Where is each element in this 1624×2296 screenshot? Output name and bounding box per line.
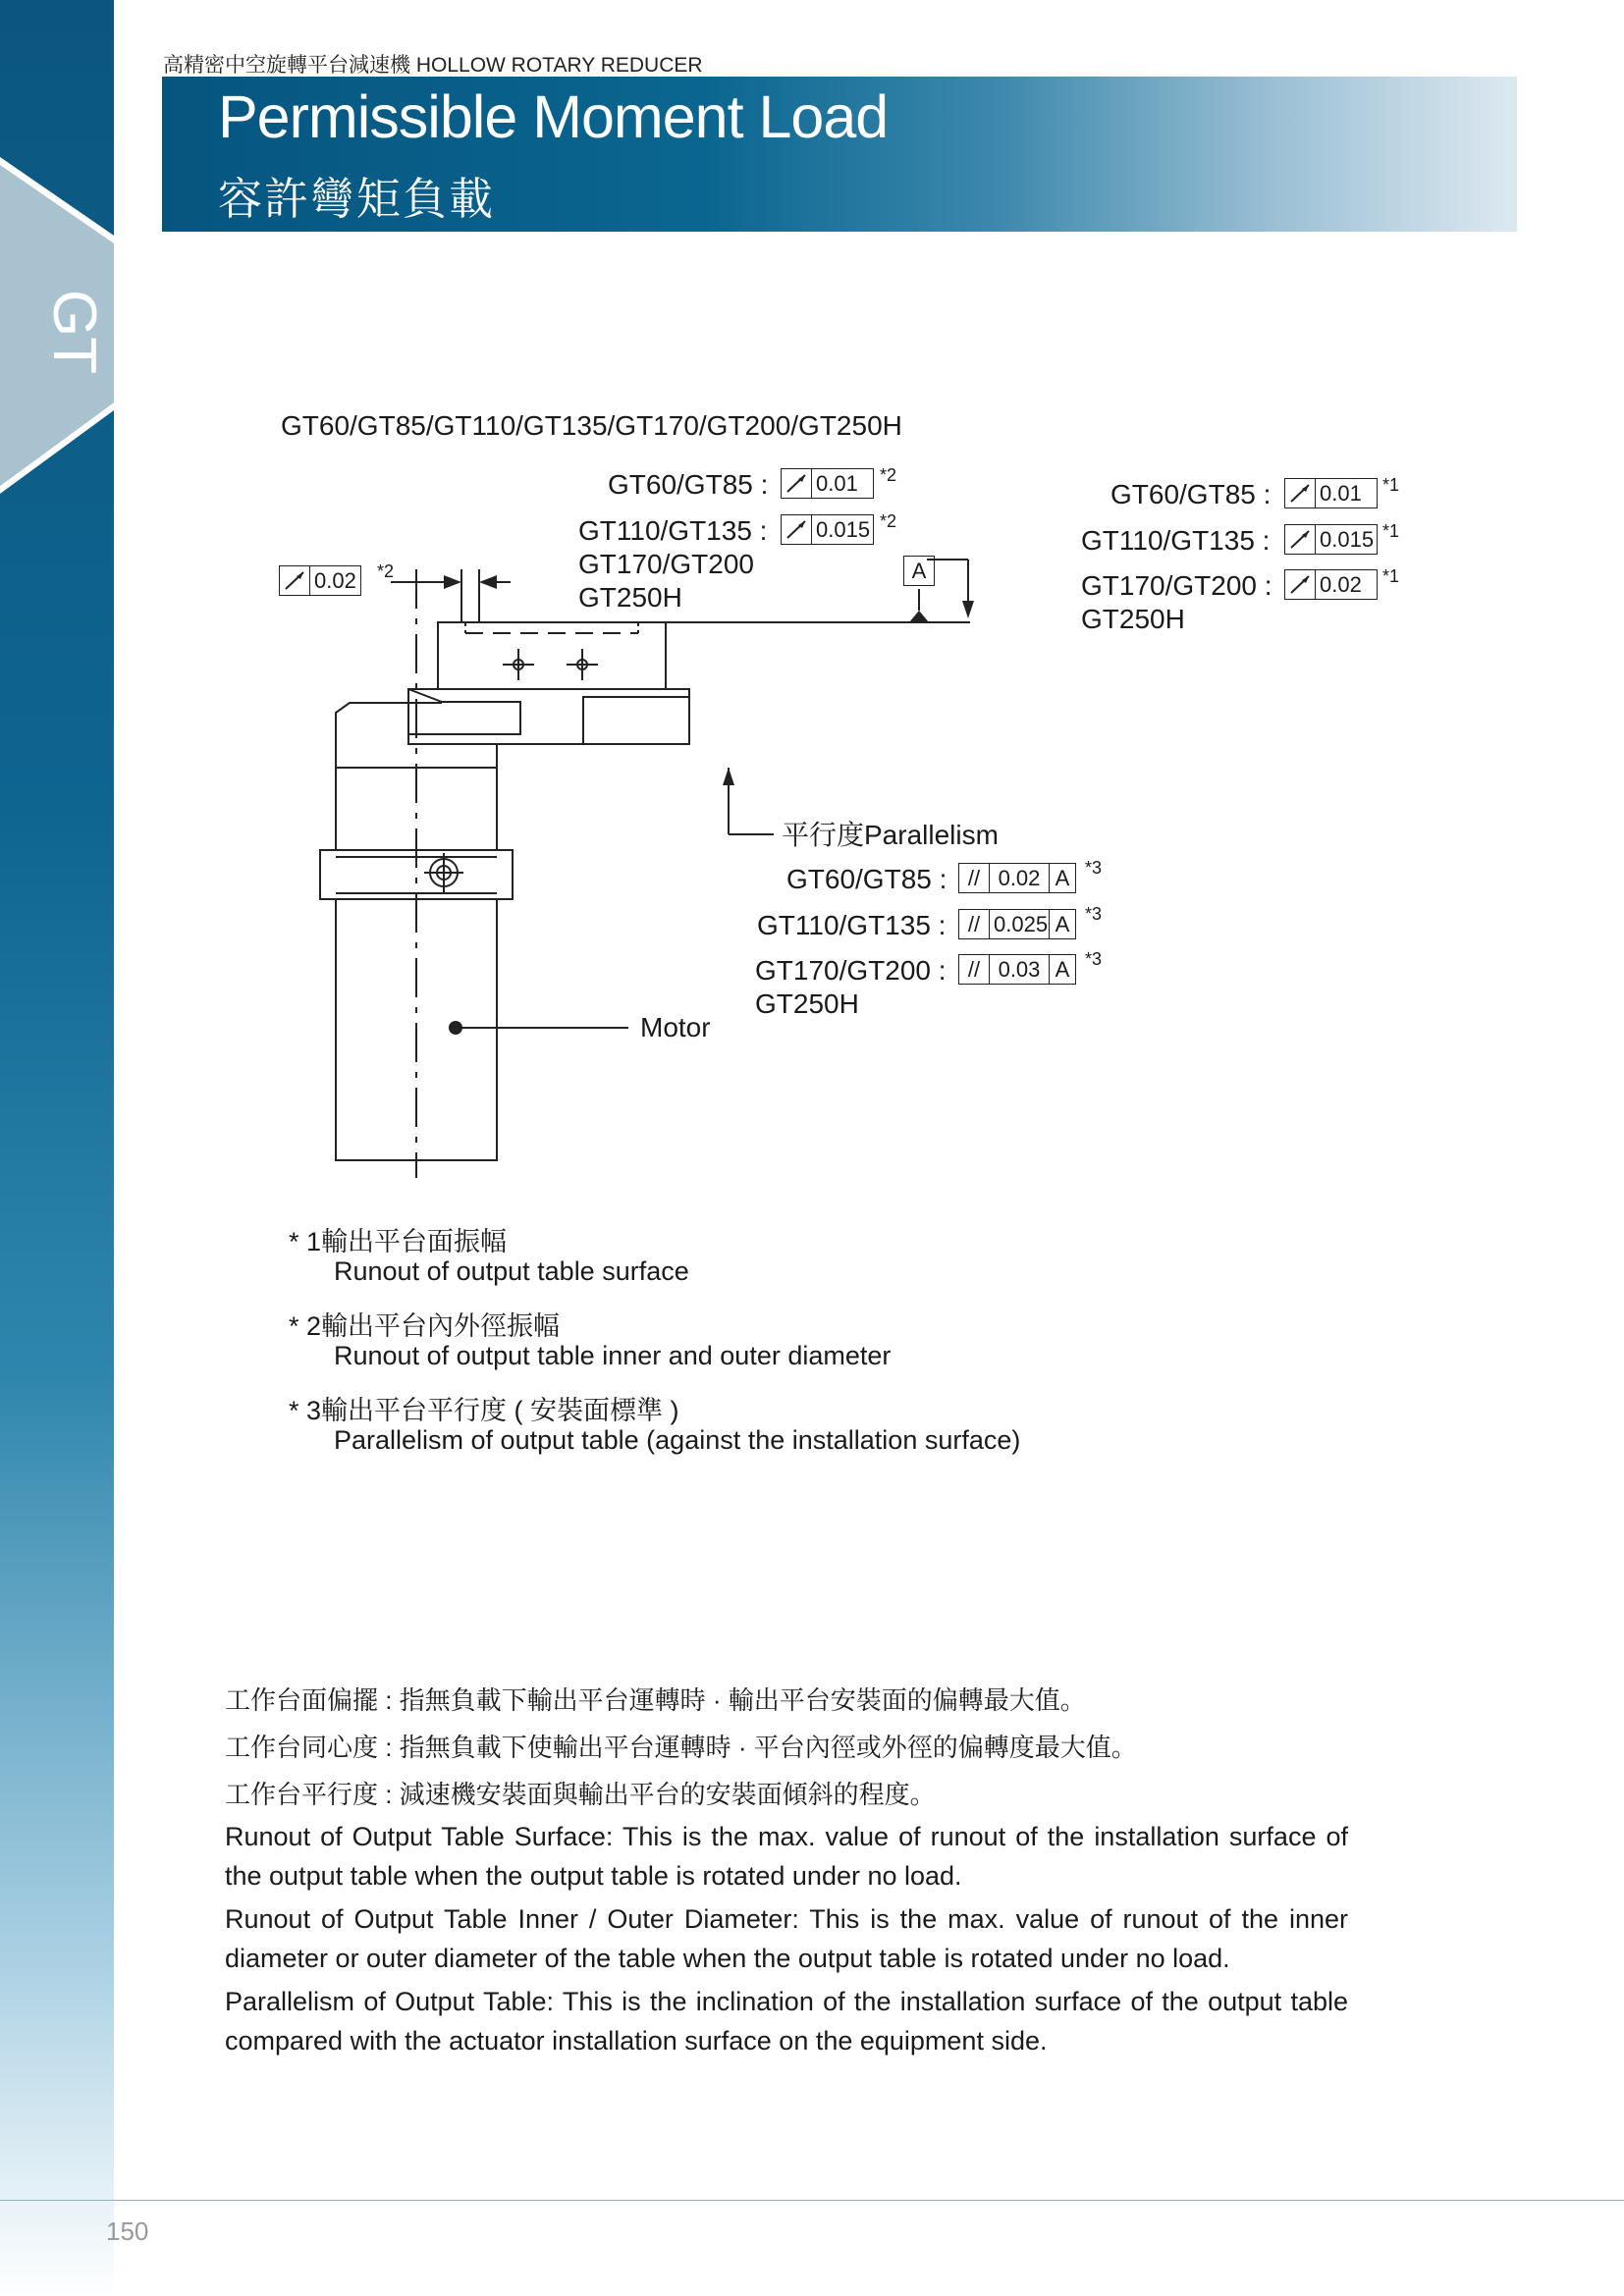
right-runout-note-1: *1	[1382, 475, 1400, 495]
runout-arrow-icon	[1285, 479, 1316, 507]
breadcrumb: 高精密中空旋轉平台減速機 HOLLOW ROTARY REDUCER	[163, 54, 703, 77]
note-3-zh: * 3輸出平台平行度 ( 安裝面標準 )	[289, 1396, 679, 1425]
definition-en-1: Runout of Output Table Surface: This is the max. value of runout of the installation surface of the output table when the output table is rotated under no load.	[225, 1822, 1348, 1891]
right-runout-box-1: 0.01	[1284, 478, 1378, 508]
definition-zh-2: 工作台同心度 : 指無負載下使輸出平台運轉時 · 平台內徑或外徑的偏轉度最大值。	[225, 1733, 1137, 1762]
runout-arrow-icon	[782, 469, 812, 498]
runout-arrow-icon	[280, 566, 310, 595]
left-runout-note: *2	[377, 561, 395, 581]
right-runout-model-3: GT170/GT200 :	[1081, 570, 1272, 601]
parallelism-model-1: GT60/GT85 :	[786, 864, 947, 894]
center-runout-model-1: GT60/GT85 :	[608, 469, 769, 500]
center-runout-model-4: GT250H	[578, 582, 682, 613]
right-runout-model-4: GT250H	[1081, 604, 1185, 634]
parallelism-note-2: *3	[1085, 904, 1103, 924]
center-runout-model-2: GT110/GT135 :	[578, 515, 768, 546]
right-runout-note-3: *1	[1382, 566, 1400, 586]
parallel-symbol: //	[959, 955, 990, 984]
footer-divider	[0, 2200, 1624, 2201]
definition-en-2: Runout of Output Table Inner / Outer Diameter: This is the max. value of runout of the inner diameter or outer diameter of the table when the output table is rotated under no load.	[225, 1904, 1348, 1973]
center-runout-box-2: 0.015	[781, 514, 874, 545]
page-subtitle: 容許彎矩負載	[218, 174, 496, 224]
right-runout-box-3: 0.02	[1284, 569, 1378, 600]
center-runout-model-3: GT170/GT200	[578, 549, 754, 579]
parallelism-model-4: GT250H	[755, 988, 859, 1019]
definition-zh-1: 工作台面偏擺 : 指無負載下輸出平台運轉時 · 輸出平台安裝面的偏轉最大值。	[225, 1685, 1086, 1715]
page-title: Permissible Moment Load	[218, 83, 889, 150]
runout-arrow-icon	[782, 515, 812, 544]
parallelism-note-1: *3	[1085, 858, 1103, 878]
runout-arrow-icon	[1285, 525, 1316, 554]
parallelism-box-3: // 0.03 A	[958, 954, 1076, 985]
note-1-zh: * 1輸出平台面振幅	[289, 1227, 508, 1256]
parallelism-note-3: *3	[1085, 949, 1103, 969]
note-2-en: Runout of output table inner and outer diameter	[334, 1341, 892, 1370]
left-runout-tolerance-box: 0.02	[279, 565, 361, 596]
note-2-zh: * 2輸出平台內外徑振幅	[289, 1311, 561, 1341]
right-runout-model-2: GT110/GT135 :	[1081, 525, 1271, 556]
motor-label: Motor	[640, 1012, 711, 1042]
models-heading: GT60/GT85/GT110/GT135/GT170/GT200/GT250H	[281, 410, 902, 441]
parallel-symbol: //	[959, 864, 990, 892]
center-runout-note-2: *2	[880, 511, 897, 531]
definition-en-3: Parallelism of Output Table: This is the inclination of the installation surface of the output table compared with the actuator installation surface on the equipment side.	[225, 1987, 1348, 2056]
parallelism-label: 平行度Parallelism	[782, 820, 999, 850]
parallel-symbol: //	[959, 910, 990, 938]
parallelism-model-3: GT170/GT200 :	[755, 955, 947, 986]
right-runout-note-2: *1	[1382, 521, 1400, 541]
definition-zh-3: 工作台平行度 : 減速機安裝面與輸出平台的安裝面傾斜的程度。	[225, 1780, 936, 1809]
note-3-en: Parallelism of output table (against the installation surface)	[334, 1425, 1021, 1455]
parallelism-box-2: // 0.025 A	[958, 909, 1076, 939]
parallelism-model-2: GT110/GT135 :	[757, 910, 947, 940]
right-runout-model-1: GT60/GT85 :	[1110, 479, 1272, 509]
center-runout-box-1: 0.01	[781, 468, 874, 499]
parallelism-box-1: // 0.02 A	[958, 863, 1076, 893]
sidebar-tab-label: GT	[40, 290, 108, 375]
center-runout-note-1: *2	[880, 465, 897, 485]
note-1-en: Runout of output table surface	[334, 1256, 689, 1286]
page-number: 150	[106, 2216, 149, 2246]
datum-a-box: A	[903, 556, 935, 586]
right-runout-box-2: 0.015	[1284, 524, 1378, 555]
runout-arrow-icon	[1285, 570, 1316, 599]
